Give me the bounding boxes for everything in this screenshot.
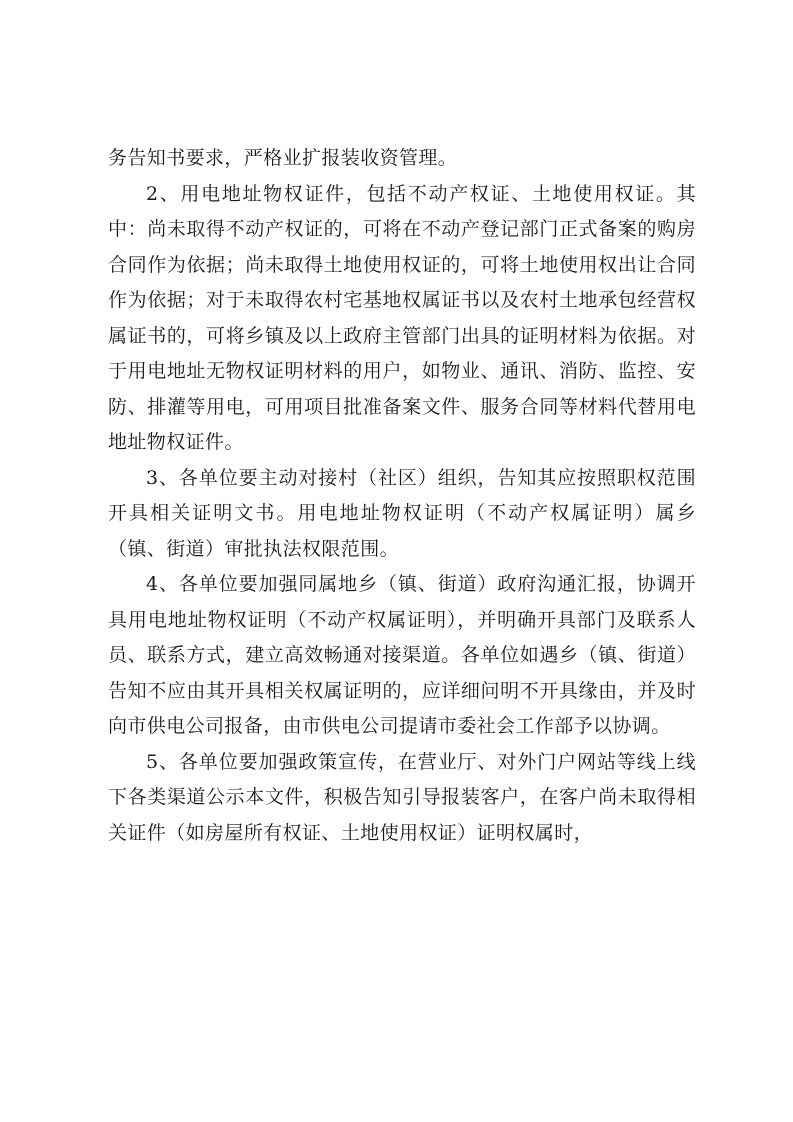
paragraph-item-4: 4、各单位要加强同属地乡（镇、街道）政府沟通汇报，协调开具用电地址物权证明（不动产权属证明），并明确开具部门及联系人员、联系方式，建立高效畅通对接渠道。各单位如遇乡（镇、街道）告知不应由其开具相关权属证明的，应详细问明不开具缘由，并及时向市供电公司报备，由市供电公司提请市委社会工作部予以协调。	[108, 573, 696, 737]
paragraph-continued: 务告知书要求，严格业扩报装收资管理。	[108, 147, 458, 169]
document-body	[108, 141, 696, 851]
paragraph-item-5: 5、各单位要加强政策宣传，在营业厅、对外门户网站等线上线下各类渠道公示本文件，积极告知引导报装客户，在客户尚未取得相关证件（如房屋所有权证、土地使用权证）证明权属时，	[108, 750, 696, 844]
paragraph-item-2: 2、用电地址物权证件，包括不动产权证、土地使用权证。其中：尚未取得不动产权证的，可将在不动产登记部门正式备案的购房合同作为依据；尚未取得土地使用权证的，可将土地使用权出让合同作为依据；对于未取得农村宅基地权属证书以及农村土地承包经营权属证书的，可将乡镇及以上政府主管部门出具的证明材料为依据。对于用电地址无物权证明材料的用户，如物业、通讯、消防、监控、安防、排灌等用电，可用项目批准备案文件、服务合同等材料代替用电地址物权证件。	[108, 182, 696, 453]
paragraph-item-3: 3、各单位要主动对接村（社区）组织，告知其应按照职权范围开具相关证明文书。用电地址物权证明（不动产权属证明）属乡（镇、街道）审批执法权限范围。	[108, 466, 696, 560]
